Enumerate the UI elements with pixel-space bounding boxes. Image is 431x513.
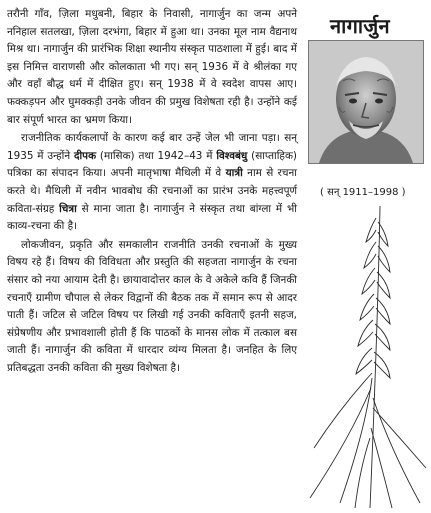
grass-plant-illustration-icon: [300, 198, 431, 513]
magazine-deepak: दीपक: [73, 149, 97, 162]
paragraph-themes: लोकजीवन, प्रकृति और समकालीन राजनीति उनकी रचनाओं के मुख्य विषय रहे हैं। विषय की विविधता और प्रस्तुति की सहजता नागार्जुन के रचना संसार को नया आयाम देती है। छायावादोत्तर काल के वे अकेले कवि हैं जिनकी रचनाएँ ग्रामीण चौपाल से लेकर विद्वानों की बैठक तक में समान रूप से आदर पाती हैं। जटिल से जटिल विषय पर लिखी गई उनकी कविताएँ इतनी सहज, संप्रेषणीय और प्रभावशाली होती हैं कि पाठकों के मानस लोक में तत्काल बस जाती हैं। नागार्जुन की कविता में धारदार व्यंग्य मिलता है। जनहित के लिए प्रतिबद्धता उनकी कविता की मुख्य विशेषता है।: [7, 238, 297, 374]
career-text-d: नाम से रचना करते थे। मैथिली में नवीन भावबोध की रचनाओं का प्रारंभ उनके महत्त्वपूर्ण कविता-संग्रह: [7, 167, 297, 215]
career-text-b: (मासिक) तथा 1942–43 में: [96, 149, 217, 162]
portrait-photo: [308, 40, 424, 164]
biography-text: [7, 6, 297, 378]
career-text-e: से माना जाता है। नागार्जुन ने संस्कृत तथा बांग्ला में भी काव्य-रचना की है।: [7, 202, 297, 233]
portrait-photo-icon: [309, 41, 423, 163]
magazine-vishwabandhu: विश्वबंधु: [216, 149, 248, 162]
pen-name-yatri: यात्री: [225, 167, 243, 180]
life-dates: ( सन् 1911–1998 ): [320, 187, 406, 198]
career-text-c: (साप्ताहिक) पत्रिका का संपादन किया। अपनी मातृभाषा मैथिली में वे: [7, 149, 297, 180]
paragraph-career: [7, 130, 297, 236]
collection-chitra: चित्रा: [59, 202, 77, 215]
poet-name-title: नागार्जुन: [330, 14, 390, 38]
paragraph-early-life: तरौनी गाँव, ज़िला मधुबनी, बिहार के निवासी, नागार्जुन का जन्म अपने ननिहाल सतलखा, ज़िला दरभंगा, बिहार में हुआ था। उनका मूल नाम वैद्यनाथ मिश्र था। नागार्जुन की प्रारंभिक शिक्षा स्थानीय संस्कृत पाठशाला में हुई। बाद में इस निमित्त वाराणसी और कोलकाता भी गए। सन् 1936 में वे श्रीलंका गए और वहाँ बौद्ध धर्म में दीक्षित हुए। सन् 1938 में वे स्वदेश वापस आए। फक्कड़पन और घुमक्कड़ी उनके जीवन की प्रमुख विशेषता रही है। उन्होंने कई बार संपूर्ण भारत का भ्रमण किया।: [7, 8, 297, 126]
career-text-a: राजनीतिक कार्यकलापों के कारण कई बार उन्हें जेल भी जाना पड़ा। सन् 1935 में उन्होंने: [7, 132, 297, 162]
